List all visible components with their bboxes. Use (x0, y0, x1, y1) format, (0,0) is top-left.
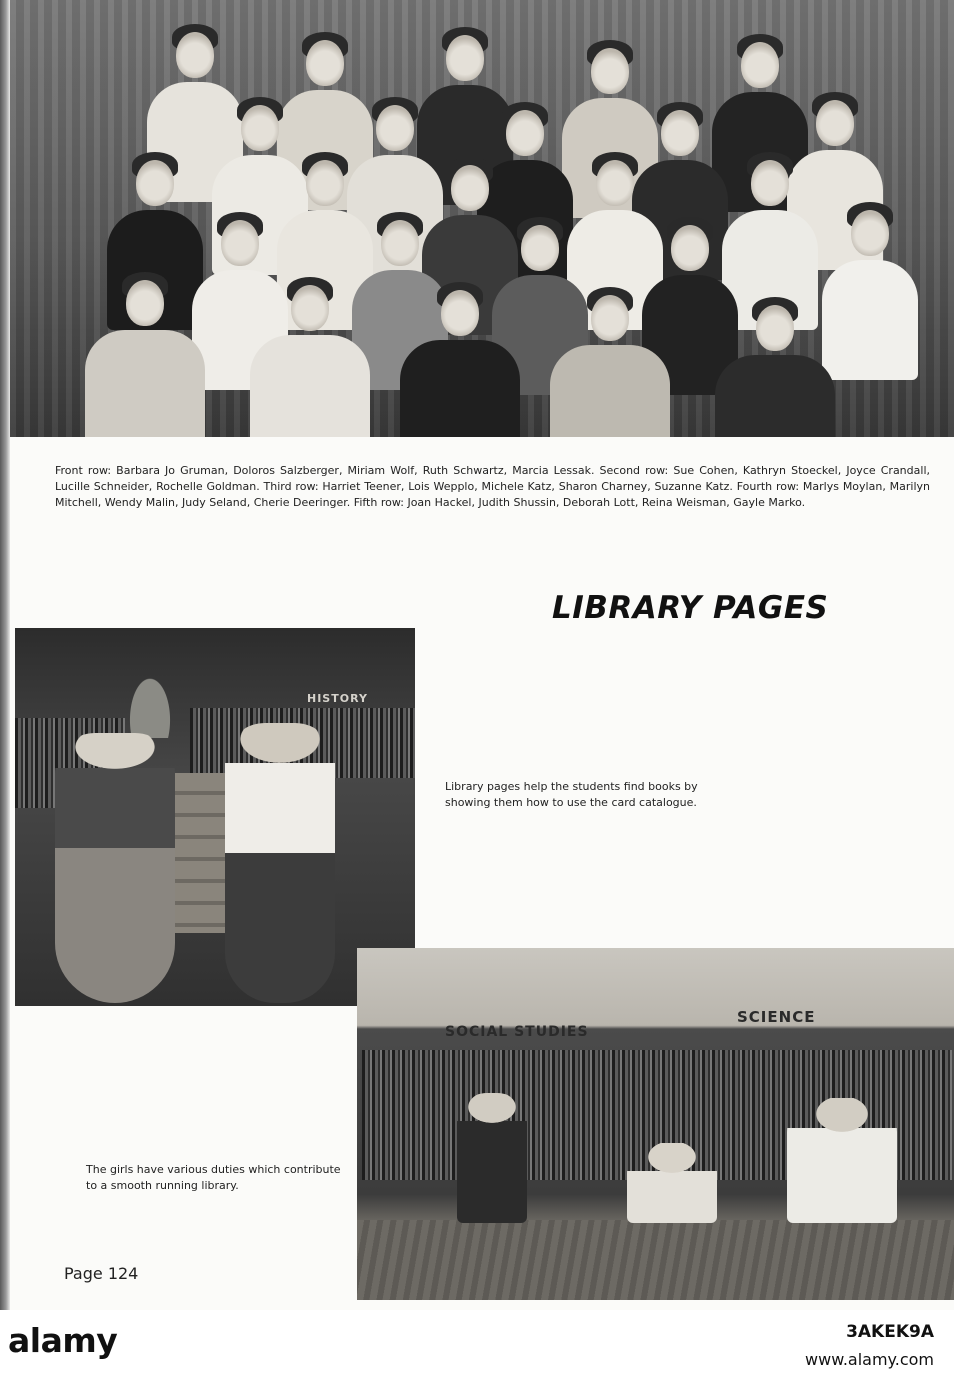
group-photo-caption: Front row: Barbara Jo Gruman, Doloros Salzberger, Miriam Wolf, Ruth Schwartz, Marcia Lessak. Second row: Sue Cohen, Kathryn Stoeckel, Joyce Crandall, Lucille Schneider, Rochelle Goldman. Third row: Harriet Teener, Lois Wepplo, Michele Katz, Sharon Charney, Suzanne Katz. Fourth row: Marlys Moylan, Marilyn Mitchell, Wendy Malin, Judy Seland, Cherie Deeringer. Fifth row: Joan Hackel, Judith Shussin, Deborah Lott, Reina Weisman, Gayle Marko. (55, 464, 930, 509)
page-binding-shadow (0, 0, 10, 1310)
image-id: 3AKEK9A (846, 1322, 934, 1342)
duties-caption: The girls have various duties which contribute to a smooth running library. (86, 1163, 341, 1192)
student-figure (225, 723, 335, 1003)
library-desk-photo (357, 948, 954, 1300)
card-catalogue-caption: Library pages help the students find books by showing them how to use the card catalogue. (445, 780, 698, 809)
person-figure (245, 275, 375, 437)
science-sign: SCIENCE (737, 1008, 816, 1026)
library-counter (357, 1220, 954, 1300)
person-figure (395, 280, 525, 437)
group-photo (10, 0, 954, 437)
student-figure (457, 1093, 527, 1223)
student-figure (55, 733, 175, 1003)
student-figure (787, 1098, 897, 1223)
person-figure (710, 295, 840, 437)
card-catalogue-photo (15, 628, 415, 1006)
flower-arrangement (115, 648, 185, 738)
person-figure (80, 270, 210, 437)
person-figure (545, 285, 675, 437)
watermark-brand: alamy (8, 1321, 118, 1360)
history-sign: HISTORY (307, 692, 368, 705)
student-figure (627, 1143, 717, 1223)
section-title: LIBRARY PAGES (552, 590, 829, 626)
stock-url: www.alamy.com (805, 1350, 934, 1369)
social-studies-sign: SOCIAL STUDIES (445, 1024, 589, 1040)
page-number: Page 124 (64, 1264, 139, 1283)
